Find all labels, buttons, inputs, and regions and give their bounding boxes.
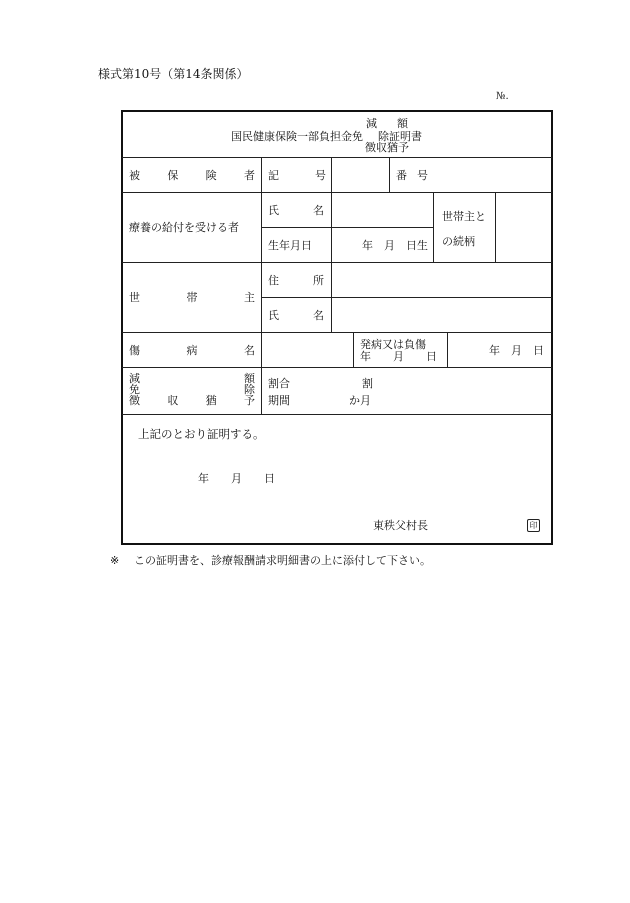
recipient-label: 療養の給付を受ける者 xyxy=(129,221,239,234)
reduction-label-bottom: 徴 収 猶 予 xyxy=(129,394,255,407)
footnote-mark: ※ xyxy=(110,554,120,567)
onset-date-format: 年 月 日 xyxy=(360,350,437,363)
divider xyxy=(122,157,552,158)
divider xyxy=(261,297,552,298)
title-main: 国民健康保険一部負担金免 xyxy=(231,130,363,143)
reduction-label-mid: 免 除 xyxy=(129,383,255,396)
onset-label: 発病又は負傷 xyxy=(360,338,426,351)
address-label: 住 所 xyxy=(268,274,324,287)
divider xyxy=(331,157,332,332)
divider xyxy=(122,262,552,263)
divider xyxy=(433,192,434,262)
bango-label: 番 号 xyxy=(396,169,428,182)
number-label: №. xyxy=(496,91,509,102)
period-label: 期間 xyxy=(268,394,290,407)
onset-date-fields: 年 月 日 xyxy=(489,344,544,357)
household-name-label: 氏 名 xyxy=(268,309,324,322)
title-suffix: 除証明書 xyxy=(378,130,422,143)
divider xyxy=(261,227,433,228)
period-unit: か月 xyxy=(349,394,371,407)
certify-text: 上記のとおり証明する。 xyxy=(138,427,265,441)
divider xyxy=(122,414,552,415)
household-label: 世 帯 主 xyxy=(129,291,255,304)
birthdate-label: 生年月日 xyxy=(268,239,312,252)
title-genmen: 減 額 xyxy=(366,117,408,130)
form-number: 様式第10号（第14条関係） xyxy=(98,67,249,81)
divider xyxy=(122,332,552,333)
reduction-label-top: 減 額 xyxy=(129,372,255,385)
divider xyxy=(261,157,262,414)
divider xyxy=(389,157,390,192)
divider xyxy=(122,367,552,368)
mayor-name: 東秩父村長 xyxy=(373,519,428,532)
title-choshu: 徴収猶予 xyxy=(365,141,409,154)
relation-label-2: の続柄 xyxy=(442,235,475,248)
ratio-label: 割合 xyxy=(268,377,290,390)
kigo-label: 記 号 xyxy=(268,169,326,182)
divider xyxy=(353,332,354,367)
footnote-text: この証明書を、診療報酬請求明細書の上に添付して下さい。 xyxy=(134,554,431,567)
ratio-unit: 割 xyxy=(362,377,373,390)
name-label: 氏 名 xyxy=(268,204,324,217)
certify-date: 年 月 日 xyxy=(198,472,275,485)
relation-label: 世帯主と xyxy=(442,210,486,223)
seal-mark: 印 xyxy=(527,519,540,532)
divider xyxy=(122,192,552,193)
divider xyxy=(447,332,448,367)
divider xyxy=(495,192,496,262)
birthdate-fields: 年 月 日生 xyxy=(362,239,428,252)
illness-label: 傷 病 名 xyxy=(129,344,255,357)
insured-label: 被 保 険 者 xyxy=(129,169,255,182)
